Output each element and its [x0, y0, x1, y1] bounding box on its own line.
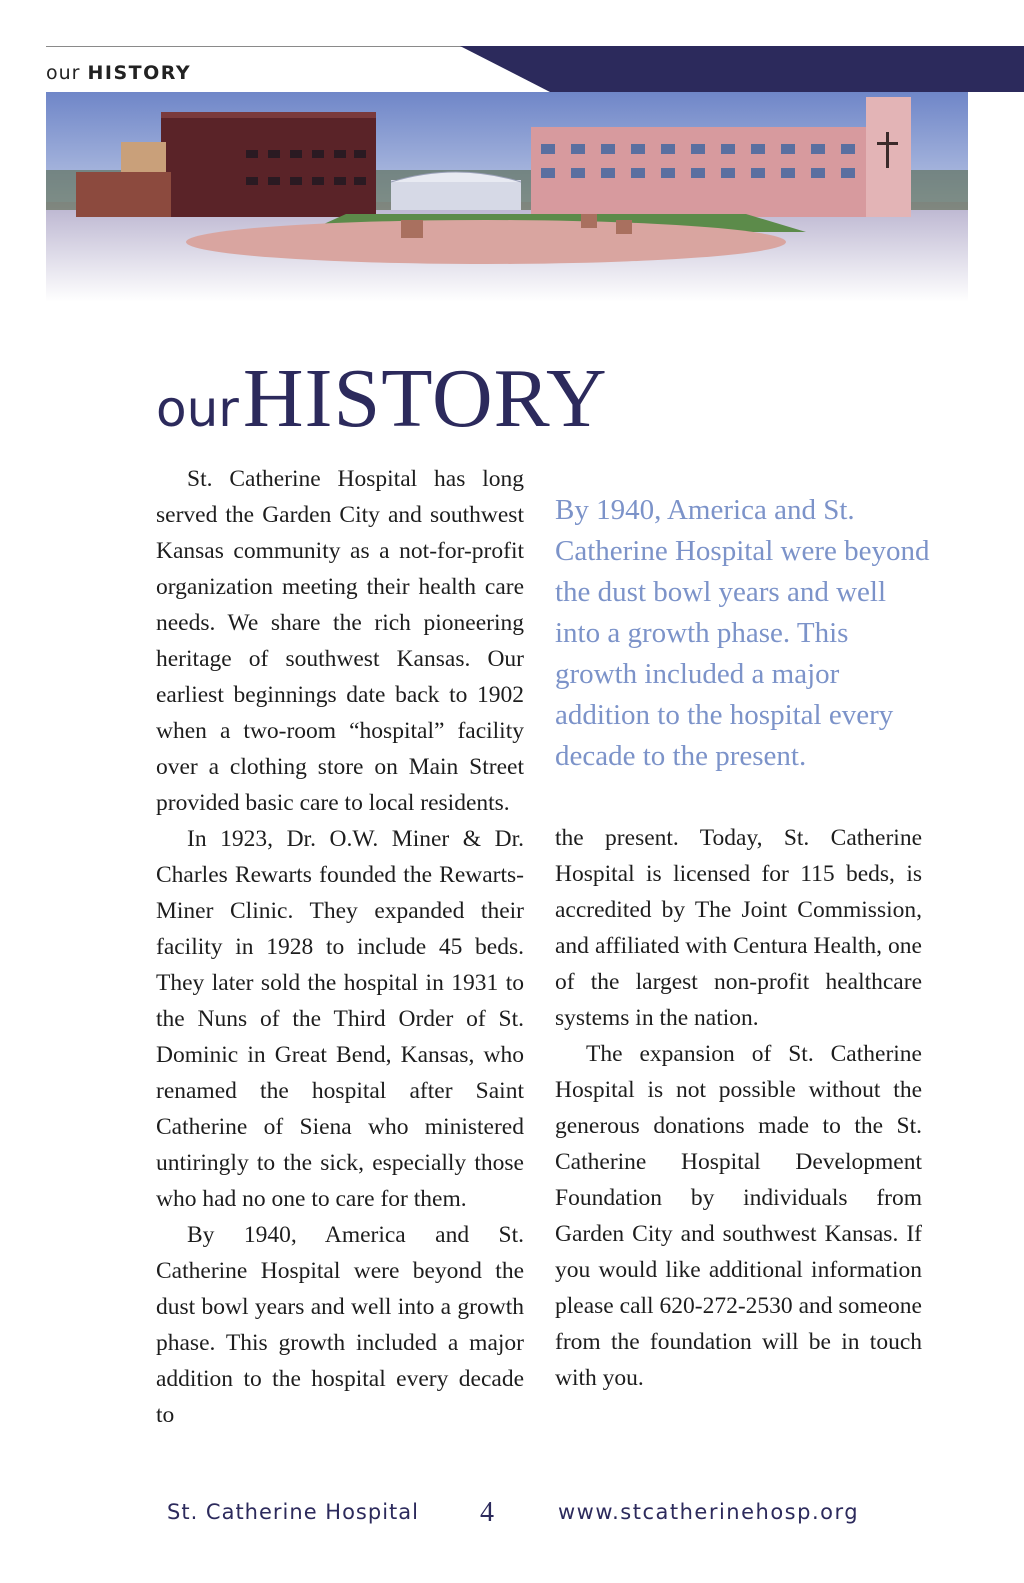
footer-website-link[interactable]: www.stcatherinehosp.org	[558, 1500, 860, 1524]
paragraph: The expansion of St. Catherine Hospital is not possible without the generous donations made to the St. Catherine Hospital Development Foundation by individuals from Garden City and southwest Kansas. If you would like additional information please call 620-272-2530 and someone from the foundation will be in touch with you.	[555, 1041, 922, 1391]
pull-quote: By 1940, America and St. Catherine Hospital were beyond the dust bowl years and well into a growth phase. This growth included a major addition to the hospital every decade to the present.	[555, 494, 930, 772]
left-column	[156, 461, 524, 1433]
header-band	[460, 46, 1024, 92]
page-title-big: HISTORY	[242, 352, 608, 445]
header-label-caps: HISTORY	[87, 62, 192, 84]
right-column	[555, 820, 922, 1396]
paragraph: St. Catherine Hospital has long served the Garden City and southwest Kansas community as a not-for-profit organization meeting their health care needs. We share the rich pioneering heritage of southwest Kansas. Our earliest beginnings date back to 1902 when a two-room “hospital” facility over a clothing store on Main Street provided basic care to local residents.	[156, 466, 524, 816]
footer-hospital-name: St. Catherine Hospital	[167, 1500, 419, 1524]
page-title-small: our	[156, 380, 239, 438]
paragraph: the present. Today, St. Catherine Hospital is licensed for 115 beds, is accredited by The Joint Commission, and affiliated with Centura Health, one of the largest non-profit healthcare systems in the nation.	[555, 825, 922, 1031]
footer-page-number: 4	[480, 1497, 494, 1528]
hospital-photo	[46, 92, 968, 302]
paragraph: By 1940, America and St. Catherine Hospital were beyond the dust bowl years and well into a growth phase. This growth included a major addition to the hospital every decade to	[156, 1222, 524, 1428]
page-title	[156, 350, 608, 447]
paragraph: In 1923, Dr. O.W. Miner & Dr. Charles Rewarts founded the Rewarts-Miner Clinic. They expanded their facility in 1928 to include 45 beds. They later sold the hospital in 1931 to the Nuns of the Third Order of St. Dominic in Great Bend, Kansas, who renamed the hospital after Saint Catherine of Siena who ministered untiringly to the sick, especially those who had no one to care for them.	[156, 826, 524, 1212]
header-section-label	[46, 62, 191, 84]
header-label-small: our	[46, 62, 81, 84]
header-rule	[46, 46, 466, 47]
